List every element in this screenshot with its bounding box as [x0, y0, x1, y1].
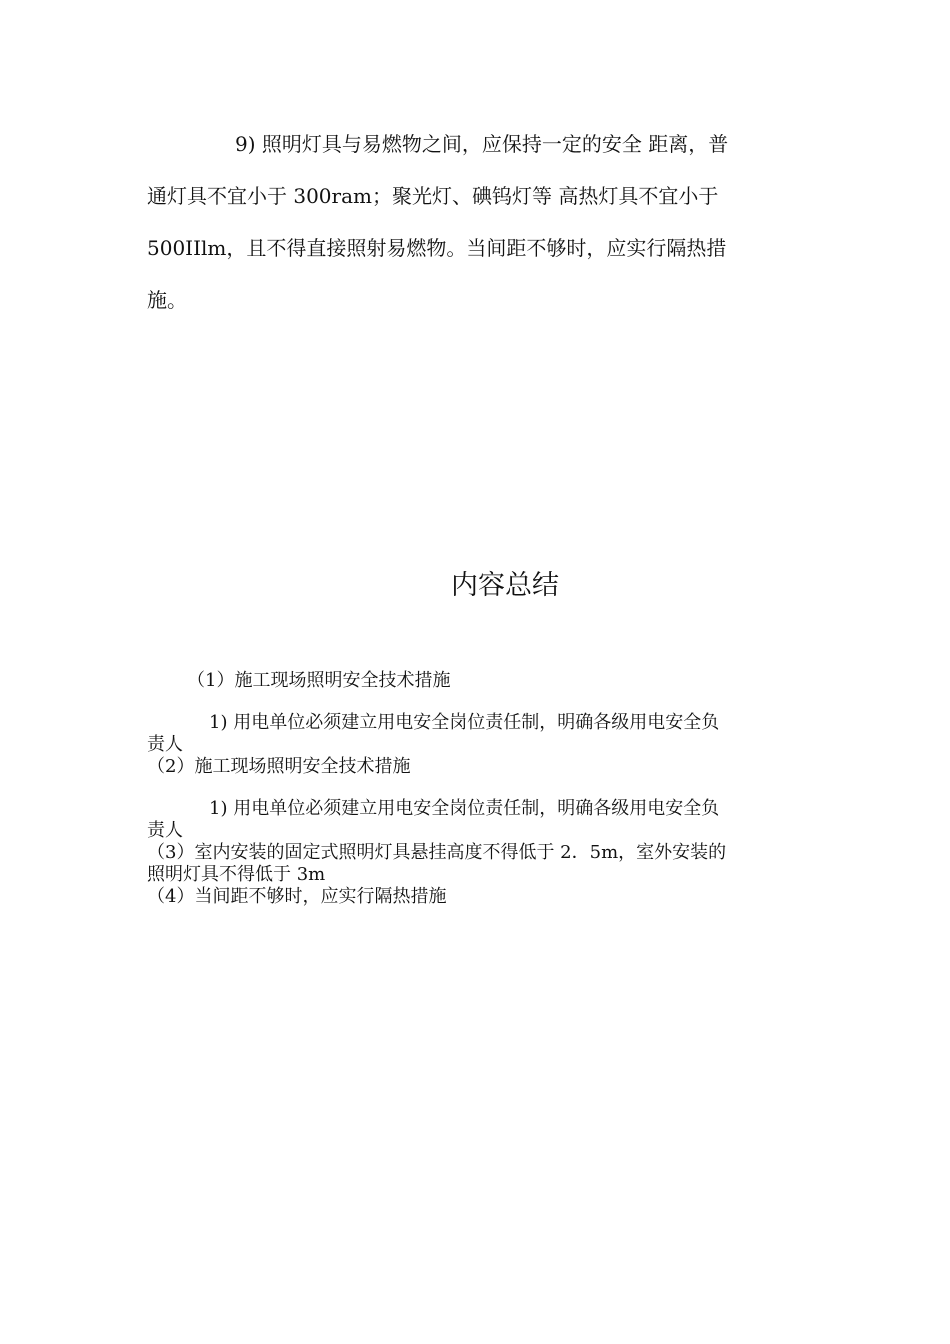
body-paragraph [147, 118, 797, 326]
paragraph-line: 通灯具不宜小于 300ram；聚光灯、碘钨灯等 高热灯具不宜小于 [147, 184, 719, 208]
summary-item: 1) 用电单位必须建立用电安全岗位责任制，明确各级用电安全负 [209, 798, 720, 819]
summary-item: （4）当间距不够时，应实行隔热措施 [147, 886, 447, 907]
summary-item: 照明灯具不得低于 3m [147, 864, 326, 885]
paragraph-line: 施。 [147, 288, 187, 312]
summary-item: （2）施工现场照明安全技术措施 [147, 756, 411, 777]
paragraph-line: 500IIlm，且不得直接照射易燃物。当间距不够时，应实行隔热措 [147, 236, 727, 260]
summary-item: 责人 [147, 820, 183, 841]
summary-list [147, 670, 807, 908]
summary-title: 内容总结 [451, 570, 559, 601]
paragraph-line: 9) 照明灯具与易燃物之间，应保持一定的安全 距离，普 [235, 132, 729, 156]
summary-item: 责人 [147, 734, 183, 755]
summary-item: （3）室内安装的固定式照明灯具悬挂高度不得低于 2．5m，室外安装的 [147, 842, 727, 863]
summary-item: （1）施工现场照明安全技术措施 [187, 670, 451, 691]
summary-item: 1) 用电单位必须建立用电安全岗位责任制，明确各级用电安全负 [209, 712, 720, 733]
